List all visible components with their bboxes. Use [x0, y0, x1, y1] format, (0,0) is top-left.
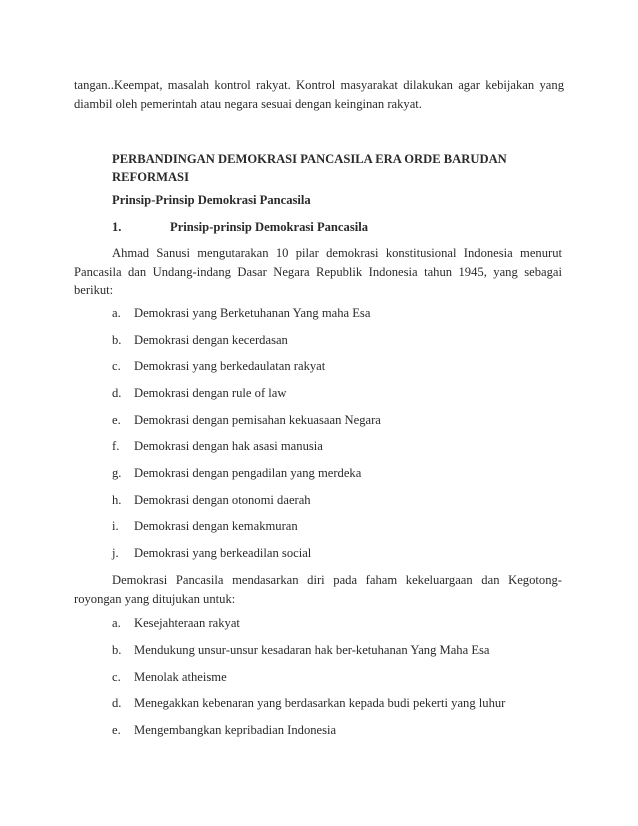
paragraph-pilar-line-1: Ahmad Sanusi mengutarakan 10 pilar demokrasi konstitusional Indonesia menurut [112, 246, 562, 260]
list-item: b. Demokrasi dengan kecerdasan [112, 333, 288, 347]
list-item: h. Demokrasi dengan otonomi daerah [112, 493, 311, 507]
paragraph-pilar [74, 244, 562, 300]
list-item: d. Demokrasi dengan rule of law [112, 386, 287, 400]
numbered-heading [112, 218, 368, 236]
list-item: e. Demokrasi dengan pemisahan kekuasaan Negara [112, 413, 381, 427]
list-item: e. Mengembangkan kepribadian Indonesia [112, 723, 337, 737]
numbered-heading-text: Prinsip-prinsip Demokrasi Pancasila [170, 220, 369, 234]
paragraph-pilar-line-2: Pancasila dan Undang-indang Dasar Negara Republik Indonesia tahun 1945, yang sebagai [74, 264, 562, 279]
list-item: c. Menolak atheisme [112, 670, 227, 684]
list-item: b. Mendukung unsur-unsur kesadaran hak ber-ketuhanan Yang Maha Esa [112, 643, 490, 657]
list-item: j. Demokrasi yang berkeadilan social [112, 546, 312, 560]
section-title [112, 150, 562, 186]
intro-line-2: diambil oleh pemerintah atau negara sesuai dengan keinginan rakyat. [74, 97, 422, 111]
list-item: g. Demokrasi dengan pengadilan yang merdeka [112, 466, 362, 480]
paragraph-pilar-line-3: berikut: [74, 283, 114, 297]
list-item: d. Menegakkan kebenaran yang berdasarkan kepada budi pekerti yang luhur [112, 696, 506, 710]
numbered-heading-number: 1. [112, 220, 122, 234]
paragraph-demokrasi-pancasila [74, 571, 562, 608]
section-title-line-2: REFORMASI [112, 170, 189, 184]
intro-line-1: tangan..Keempat, masalah kontrol rakyat. Kontrol masyarakat dilakukan agar kebijakan yang [74, 78, 564, 92]
intro-paragraph [74, 76, 564, 114]
section-title-line-1: PERBANDINGAN DEMOKRASI PANCASILA ERA ORDE BARUDAN [112, 152, 507, 166]
paragraph-demokrasi-line-1: Demokrasi Pancasila mendasarkan diri pada faham kekeluargaan dan Kegotong- [112, 573, 562, 587]
list-item: a. Kesejahteraan rakyat [112, 616, 240, 630]
list-item: c. Demokrasi yang berkedaulatan rakyat [112, 359, 326, 373]
section-subtitle: Prinsip-Prinsip Demokrasi Pancasila [112, 193, 311, 207]
paragraph-demokrasi-line-2: royongan yang ditujukan untuk: [74, 591, 236, 606]
list-item: a. Demokrasi yang Berketuhanan Yang maha Esa [112, 306, 371, 320]
list-item: i. Demokrasi dengan kemakmuran [112, 519, 298, 533]
list-item: f. Demokrasi dengan hak asasi manusia [112, 439, 323, 453]
